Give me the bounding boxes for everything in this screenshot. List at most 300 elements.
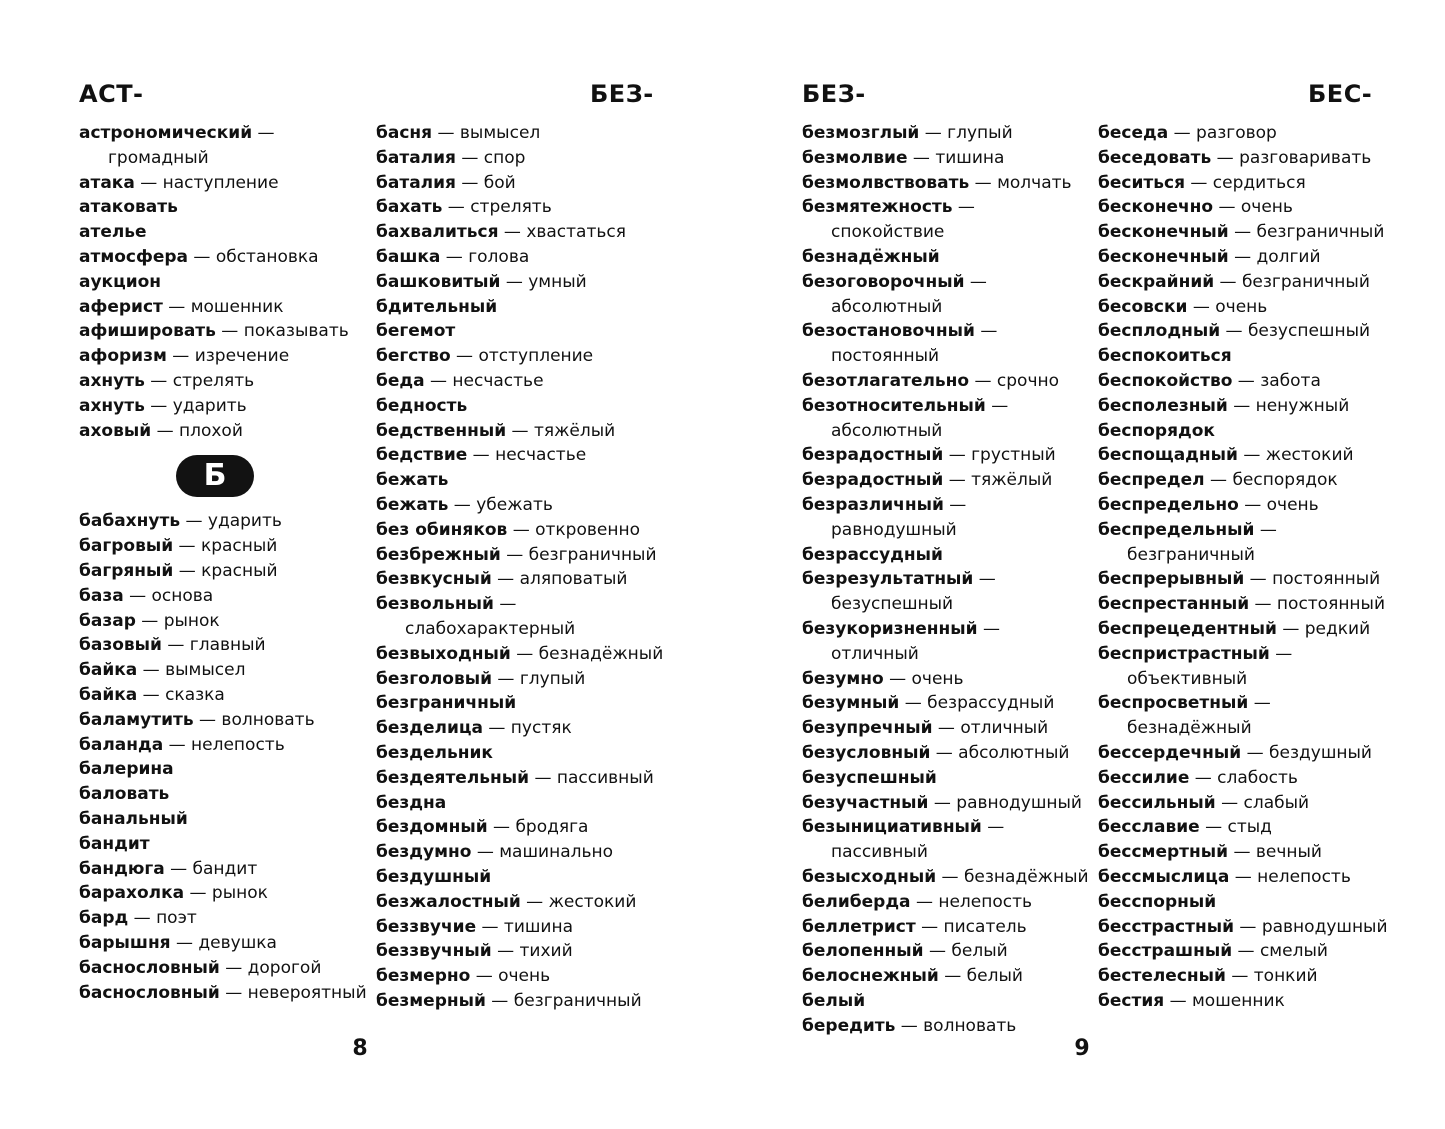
headword: багровый [79,536,174,557]
headword: беда [376,370,425,391]
headword: аховый [79,420,152,441]
dictionary-entry [376,295,663,320]
headword: безголовый [376,668,493,689]
synonym: вымысел [165,660,246,681]
dictionary-entry [376,394,663,419]
headword: белопенный [802,941,924,962]
synonym: пустяк [510,718,572,739]
headword: безуспешный [802,767,937,788]
synonym: наступление [162,172,279,193]
headword: бессмертный [1098,842,1229,863]
synonym: бездушный [1269,742,1372,763]
dictionary-entry: бесконечный — безграничный [1098,222,1385,243]
headword: безрезультатный [802,569,974,590]
headword: безделица [376,718,483,739]
dictionary-entry: беспрецедентный — редкий [1098,618,1371,639]
synonym: жестокий [1265,445,1354,466]
dictionary-entry: безмолвие — тишина [802,147,1005,168]
synonym: грустный [971,445,1056,466]
dictionary-entry: безмозглый — глупый [802,123,1013,143]
dictionary-entry [376,791,663,816]
headword: беспросветный [1098,693,1249,714]
headword: бесспорный [1098,891,1217,912]
headword: базар [79,610,136,631]
headword: бандюга [79,858,165,879]
dictionary-entry: база — основа [79,585,214,606]
dictionary-entry: беспрестанный — постоянный [1098,594,1386,615]
headword: башковитый [376,271,501,292]
headword: беспристрастный [1098,643,1270,664]
synonym: равнодушный [956,792,1082,813]
synonym: постоянный [831,346,940,367]
synonym: беспорядок [1232,470,1338,491]
headword: атаковать [79,197,178,218]
synonym: срочно [996,370,1060,391]
left-page [0,0,722,1129]
synonym: дорогой [247,957,322,978]
dictionary-entry: безрезультатный — безуспешный [802,569,996,615]
headword: атака [79,172,135,193]
dictionary-entry: безоговорочный — абсолютный [802,271,987,317]
headword: безучастный [802,792,929,813]
synonym: отличный [960,718,1049,739]
headword: беспорядок [1098,420,1215,441]
dictionary-entry: безумный — безрассудный [802,693,1055,714]
synonym: откровенно [535,519,640,540]
headword: безрассудный [802,544,943,565]
headword: балерина [79,759,174,780]
dictionary-entry: базар — рынок [79,610,220,631]
synonym: безграничный [528,544,657,565]
headword: бдительный [376,296,498,317]
synonym: спор [483,147,526,168]
headword: бард [79,908,129,929]
dictionary-entry: беспредел — беспорядок [1098,470,1338,491]
synonym: разговаривать [1239,147,1372,168]
headword: безмятежность [802,197,953,218]
dictionary-entry: безусловный — абсолютный [802,742,1070,763]
right-page [722,0,1445,1129]
headword: афоризм [79,346,167,367]
dictionary-entry: бахать — стрелять [376,197,552,218]
synonym: тишина [503,916,574,937]
synonym: писатель [943,916,1027,937]
synonym: глупый [519,668,586,689]
synonym: безуспешный [831,594,954,615]
synonym: красный [200,536,278,557]
dictionary-entry: атмосфера — обстановка [79,246,319,267]
dictionary-entry: беситься — сердиться [1098,172,1306,193]
headword: бежать [376,470,449,491]
dictionary-entry: бежать — убежать [376,494,553,515]
synonym: безрассудный [927,693,1055,714]
synonym: безграничный [1256,222,1385,243]
headword: бедность [376,395,468,416]
dictionary-entry: башка — голова [376,246,530,267]
headword: бездеятельный [376,767,530,788]
dictionary-entry: беспокойство — забота [1098,370,1321,391]
dictionary-entry: бандюга — бандит [79,858,258,879]
headword: банальный [79,808,188,829]
synonym: очень [498,966,551,987]
headword: барахолка [79,883,185,904]
synonym: безграничный [1241,271,1370,292]
dictionary-entry: бестия — мошенник [1098,990,1285,1011]
synonym: несчастье [495,445,587,466]
headword: бежать [376,494,449,515]
right-guide-word-last: БЕС- [1308,80,1373,108]
dictionary-entry [376,741,663,766]
dictionary-entry: безысходный — безнадёжный [802,866,1089,887]
dictionary-entry: бесовски — очень [1098,296,1268,317]
entries-bez-2 [802,121,1089,1038]
headword: бессмыслица [1098,866,1230,887]
headword: беспрестанный [1098,594,1250,615]
synonym: безграничный [1127,544,1255,565]
dictionary-entry: бесстрастный — равнодушный [1098,916,1388,937]
headword: беспрецедентный [1098,618,1277,639]
dictionary-entry: беззвучие — тишина [376,916,574,937]
dictionary-entry [802,245,1089,270]
headword: баламутить [79,709,194,730]
headword: бесполезный [1098,395,1228,416]
synonym: абсолютный [831,420,943,441]
synonym: редкий [1304,618,1371,639]
synonym: поэт [156,908,197,929]
synonym: бой [483,172,516,193]
synonym: сказка [165,684,225,705]
synonym: слабый [1243,792,1310,813]
headword: бедственный [376,420,507,441]
dictionary-entry: безвкусный — аляповатый [376,569,628,590]
dictionary-entry: безмерно — очень [376,966,551,987]
headword: ахнуть [79,370,145,391]
headword: башка [376,246,441,267]
headword: белиберда [802,891,911,912]
headword: безупречный [802,718,933,739]
synonym: безнадёжный [963,866,1089,887]
dictionary-entry: безумно — очень [802,668,964,689]
headword: бездна [376,792,447,813]
synonym: очень [1266,494,1319,515]
dictionary-entry [802,766,1089,791]
dictionary-entry: атака — наступление [79,172,279,193]
headword: безмозглый [802,123,920,143]
synonym: постоянный [1272,569,1381,590]
headword: бестелесный [1098,966,1226,987]
synonym: слабохарактерный [405,618,576,639]
dictionary-entry: бесславие — стыд [1098,817,1272,838]
dictionary-entry: без обиняков — откровенно [376,519,640,540]
dictionary-entry [79,195,367,220]
dictionary-entry: бездумно — машинально [376,842,614,863]
synonym: вымысел [459,123,541,143]
dictionary-entry: базовый — главный [79,635,266,656]
dictionary-entry: беседа — разговор [1098,123,1277,143]
dictionary-entry: беспросветный — безнадёжный [1098,693,1271,739]
dictionary-entry: барышня — девушка [79,932,277,953]
synonym: безнадёжный [1127,718,1252,739]
synonym: забота [1260,370,1321,391]
synonym: тишина [935,147,1005,168]
synonym: слабость [1217,767,1298,788]
headword: безразличный [802,494,944,515]
synonym: долгий [1256,246,1321,267]
headword: бередить [802,1015,896,1036]
headword: бессердечный [1098,742,1242,763]
headword: базовый [79,635,162,656]
right-column-1 [802,121,1089,1038]
dictionary-entry: безвольный — слабохарактерный [376,594,576,639]
synonym: глупый [947,123,1013,143]
synonym: ударить [207,511,282,532]
entries-bes [1098,121,1388,1014]
dictionary-entry: баламутить — волновать [79,709,315,730]
headword: безмолвствовать [802,172,970,193]
dictionary-entry [376,468,663,493]
dictionary-entry: бередить — волновать [802,1015,1017,1036]
headword: безжалостный [376,891,521,912]
headword: бесовски [1098,296,1188,317]
dictionary-entry: безжалостный — жестокий [376,891,637,912]
dictionary-entry: ахнуть — стрелять [79,370,255,391]
headword: безграничный [376,693,517,714]
headword: безостановочный [802,321,975,342]
headword: ахнуть [79,395,145,416]
headword: безбрежный [376,544,501,565]
dictionary-entry: бедственный — тяжёлый [376,420,616,441]
headword: баловать [79,784,170,805]
left-column-2 [376,121,663,1014]
dictionary-entry: бессмертный — вечный [1098,842,1322,863]
headword: беситься [1098,172,1185,193]
headword: бабахнуть [79,511,181,532]
dictionary-entry: афишировать — показывать [79,321,349,342]
dictionary-entry: бахвалиться — хвастаться [376,222,626,243]
dictionary-entry: беззвучный — тихий [376,941,573,962]
headword: безвыходный [376,643,511,664]
dictionary-entry: бестелесный — тонкий [1098,966,1318,987]
dictionary-entry: ахнуть — ударить [79,395,247,416]
headword: безвольный [376,594,494,615]
headword: беседовать [1098,147,1212,168]
synonym: жестокий [548,891,637,912]
synonym: волновать [923,1015,1017,1036]
synonym: стыд [1227,817,1272,838]
synonym: пассивный [556,767,654,788]
dictionary-entry: баснословный — невероятный [79,982,367,1003]
page-number-right: 9 [1074,1036,1090,1061]
dictionary-entry: белоснежный — белый [802,966,1023,987]
left-guide-word-last: БЕЗ- [590,80,654,108]
dictionary-entry: аферист — мошенник [79,296,284,317]
synonym: мошенник [190,296,284,317]
dictionary-entry: безынициативный — пассивный [802,817,1005,863]
synonym: белый [966,966,1023,987]
dictionary-entry: багровый — красный [79,536,278,557]
headword: байка [79,660,138,681]
headword: база [79,585,124,606]
dictionary-entry: безрадостный — тяжёлый [802,470,1053,491]
synonym: абсолютный [831,296,943,317]
left-column-1 [79,121,367,1005]
headword: байка [79,684,138,705]
headword: безвкусный [376,569,492,590]
dictionary-entry: безостановочный — постоянный [802,321,998,367]
headword: безусловный [802,742,931,763]
headword: баталия [376,147,456,168]
dictionary-entry [802,543,1089,568]
synonym: бродяга [515,817,589,838]
dictionary-entry: барахолка — рынок [79,883,268,904]
headword: бескрайний [1098,271,1215,292]
headword: бахать [376,197,443,218]
synonym: тонкий [1253,966,1318,987]
dictionary-entry: бесстрашный — смелый [1098,941,1328,962]
synonym: волновать [221,709,315,730]
headword: бесстрастный [1098,916,1235,937]
headword: бедствие [376,445,468,466]
synonym: отличный [831,643,919,664]
headword: белый [802,990,866,1011]
synonym: безуспешный [1247,321,1371,342]
dictionary-entry: безмолвствовать — молчать [802,172,1072,193]
dictionary-entry: баснословный — дорогой [79,957,322,978]
dictionary-entry [79,832,367,857]
synonym: обстановка [215,246,319,267]
synonym: разговор [1196,123,1277,143]
headword: бегство [376,346,451,367]
headword: безотлагательно [802,370,970,391]
synonym: громадный [108,147,209,168]
synonym: сердиться [1212,172,1306,193]
synonym: отступление [478,346,594,367]
right-guide-word-first: БЕЗ- [802,80,866,108]
synonym: стрелять [172,370,255,391]
dictionary-entry [79,220,367,245]
synonym: стрелять [470,197,552,218]
headword: беспощадный [1098,445,1238,466]
synonym: показывать [243,321,349,342]
headword: бесплодный [1098,321,1221,342]
dictionary-entry: беспощадный — жестокий [1098,445,1354,466]
headword: бесславие [1098,817,1200,838]
synonym: изречение [194,346,290,367]
dictionary-entry [79,270,367,295]
dictionary-entry: бесконечно — очень [1098,197,1293,218]
dictionary-entry: беседовать — разговаривать [1098,147,1372,168]
entries-b [79,509,367,1005]
headword: бездумно [376,842,472,863]
synonym: равнодушный [831,519,957,540]
dictionary-entry [376,691,663,716]
headword: ателье [79,222,147,243]
headword: безмерный [376,990,486,1011]
headword: безрадостный [802,470,944,491]
synonym: хвастаться [526,222,626,243]
headword: афишировать [79,321,216,342]
dictionary-entry: бесплодный — безуспешный [1098,321,1371,342]
synonym: бандит [192,858,258,879]
headword: баснословный [79,982,220,1003]
headword: бахвалиться [376,222,499,243]
synonym: тяжёлый [533,420,616,441]
dictionary-entry [79,757,367,782]
dictionary-entry: бессердечный — бездушный [1098,742,1372,763]
dictionary-entry [1098,890,1388,915]
synonym: голова [468,246,530,267]
headword: безотносительный [802,395,986,416]
synonym: тяжёлый [971,470,1053,491]
synonym: безнадёжный [538,643,664,664]
headword: бездушный [376,866,492,887]
dictionary-entry: бессильный — слабый [1098,792,1310,813]
dictionary-entry [376,319,663,344]
headword: багряный [79,560,174,581]
headword: аукцион [79,271,162,292]
dictionary-entry: беллетрист — писатель [802,916,1027,937]
synonym: равнодушный [1261,916,1388,937]
synonym: красный [201,560,278,581]
left-guide-word-first: АСТ- [79,80,144,108]
dictionary-entry: баталия — бой [376,172,516,193]
synonym: девушка [198,932,277,953]
headword: беззвучный [376,941,492,962]
dictionary-entry [1098,419,1388,444]
headword: бегемот [376,321,456,342]
headword: астрономический [79,123,253,143]
dictionary-entry: бесполезный — ненужный [1098,395,1350,416]
headword: беспрерывный [1098,569,1245,590]
synonym: тихий [519,941,573,962]
synonym: безграничный [513,990,642,1011]
dictionary-entry: безукоризненный — отличный [802,618,1000,664]
headword: беспокоиться [1098,346,1232,367]
dictionary-entry [79,782,367,807]
headword: безмерно [376,966,471,987]
headword: безоговорочный [802,271,965,292]
synonym: мошенник [1191,990,1285,1011]
headword: беллетрист [802,916,916,937]
dictionary-entry: безупречный — отличный [802,718,1049,739]
headword: атмосфера [79,246,189,267]
headword: бесконечный [1098,222,1229,243]
dictionary-entry: бесконечный — долгий [1098,246,1321,267]
headword: бандит [79,833,150,854]
headword: белоснежный [802,966,939,987]
headword: бесконечный [1098,246,1229,267]
dictionary-entry: белиберда — нелепость [802,891,1033,912]
dictionary-entry: безделица — пустяк [376,718,572,739]
dictionary-entry: астрономический — громадный [79,123,275,168]
section-letter-badge: Б [176,455,254,497]
synonym: ударить [172,395,247,416]
synonym: умный [528,271,587,292]
synonym: рынок [163,610,220,631]
dictionary-entry: безголовый — глупый [376,668,586,689]
synonym: нелепость [191,734,285,755]
synonym: смелый [1259,941,1328,962]
headword: безысходный [802,866,937,887]
dictionary-entry: бедствие — несчастье [376,445,587,466]
headword: безынициативный [802,817,982,838]
synonym: плохой [178,420,243,441]
synonym: белый [951,941,1008,962]
headword: безрадостный [802,445,944,466]
headword: безукоризненный [802,618,978,639]
synonym: нелепость [1257,866,1351,887]
headword: безнадёжный [802,246,940,267]
